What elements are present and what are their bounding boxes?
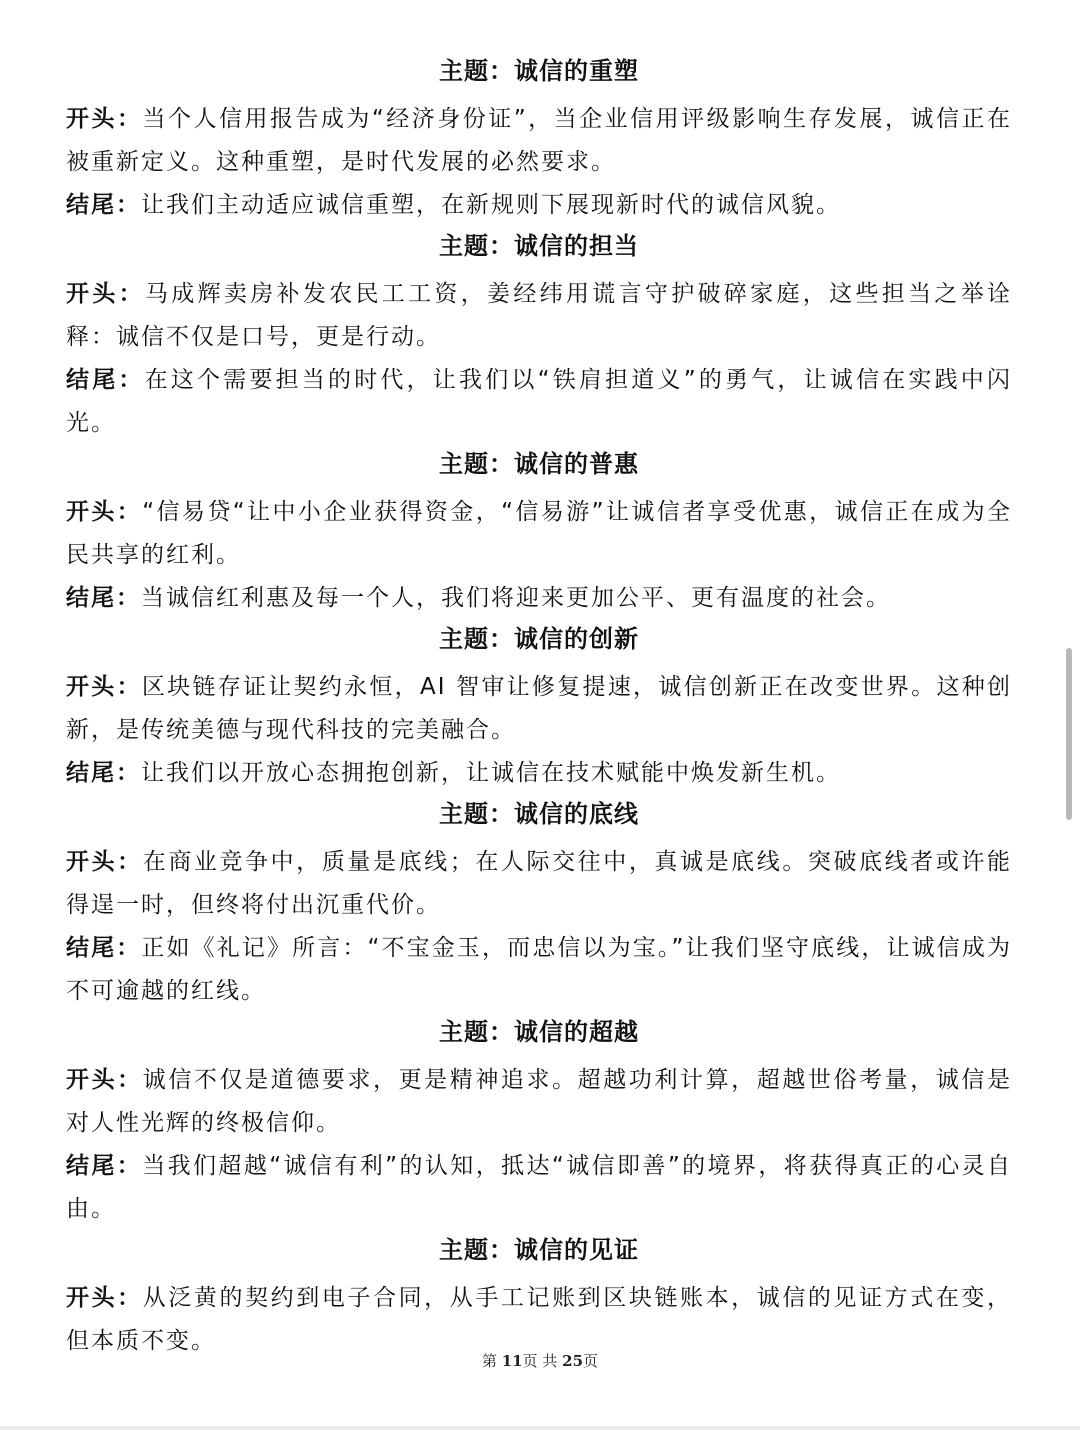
closing-label: 结尾： [66, 192, 141, 218]
closing-text: 让我们以开放心态拥抱创新，让诚信在技术赋能中焕发新生机。 [141, 760, 841, 786]
closing-paragraph [66, 927, 1012, 1013]
section-block [66, 449, 1012, 620]
opening-paragraph [66, 273, 1012, 359]
closing-paragraph [66, 184, 1012, 227]
closing-paragraph [66, 752, 1012, 795]
page-number-footer [0, 1350, 1080, 1371]
page-suffix: 页 [583, 1352, 599, 1370]
opening-text: 当个人信用报告成为“经济身份证”，当企业信用评级影响生存发展，诚信正在被重新定义。这种重塑，是时代发展的必然要求。 [66, 106, 1012, 175]
section-block [66, 1235, 1012, 1363]
page-prefix: 第 [481, 1352, 502, 1370]
section-block [66, 1017, 1012, 1231]
closing-paragraph [66, 359, 1012, 445]
opening-text: 在商业竞争中，质量是底线；在人际交往中，真诚是底线。突破底线者或许能得逞一时，但终将付出沉重代价。 [66, 849, 1012, 918]
section-block [66, 231, 1012, 445]
section-block [66, 799, 1012, 1013]
section-block [66, 56, 1012, 227]
opening-label: 开头： [66, 1067, 143, 1093]
section-title: 主题：诚信的重塑 [439, 57, 639, 85]
opening-label: 开头： [66, 281, 145, 307]
closing-label: 结尾： [66, 1153, 143, 1179]
opening-paragraph [66, 98, 1012, 184]
opening-text: “信易贷“让中小企业获得资金，“信易游”让诚信者享受优惠，诚信正在成为全民共享的红利。 [66, 499, 1012, 568]
total-pages-number: 25 [562, 1352, 584, 1370]
closing-text: 正如《礼记》所言：“不宝金玉，而忠信以为宝。”让我们坚守底线，让诚信成为不可逾越的红线。 [66, 935, 1012, 1004]
closing-label: 结尾： [66, 935, 142, 961]
section-block [66, 624, 1012, 795]
opening-text: 马成辉卖房补发农民工工资，姜经纬用谎言守护破碎家庭，这些担当之举诠释：诚信不仅是口号，更是行动。 [66, 281, 1013, 350]
opening-label: 开头： [66, 1285, 143, 1311]
opening-label: 开头： [66, 499, 143, 525]
section-title: 主题：诚信的担当 [439, 232, 639, 260]
opening-paragraph [66, 666, 1012, 752]
opening-text: 从泛黄的契约到电子合同，从手工记账到区块链账本，诚信的见证方式在变，但本质不变。 [66, 1285, 1012, 1354]
section-title: 主题：诚信的创新 [439, 625, 639, 653]
section-title: 主题：诚信的见证 [439, 1236, 639, 1264]
opening-label: 开头： [66, 106, 143, 132]
closing-label: 结尾： [66, 760, 141, 786]
current-page-number: 11 [501, 1352, 523, 1370]
closing-text: 让我们主动适应诚信重塑，在新规则下展现新时代的诚信风貌。 [141, 192, 841, 218]
closing-paragraph [66, 1145, 1012, 1231]
opening-label: 开头： [66, 674, 142, 700]
opening-text: 诚信不仅是道德要求，更是精神追求。超越功利计算，超越世俗考量，诚信是对人性光辉的终极信仰。 [66, 1067, 1012, 1136]
closing-text: 当我们超越“诚信有利”的认知，抵达“诚信即善”的境界，将获得真正的心灵自由。 [66, 1153, 1012, 1222]
opening-paragraph [66, 1059, 1012, 1145]
opening-label: 开头： [66, 849, 143, 875]
page-bottom-edge [0, 1426, 1080, 1430]
closing-label: 结尾： [66, 367, 145, 393]
closing-label: 结尾： [66, 585, 141, 611]
document-content [66, 56, 1012, 1365]
closing-text: 在这个需要担当的时代，让我们以“铁肩担道义”的勇气，让诚信在实践中闪光。 [66, 367, 1013, 436]
opening-text: 区块链存证让契约永恒，AI 智审让修复提速，诚信创新正在改变世界。这种创新，是传统美德与现代科技的完美融合。 [66, 674, 1013, 743]
page-middle: 页 共 [522, 1352, 563, 1370]
opening-paragraph [66, 841, 1012, 927]
closing-paragraph [66, 577, 1012, 620]
section-title: 主题：诚信的底线 [439, 800, 639, 828]
section-title: 主题：诚信的普惠 [439, 450, 639, 478]
section-title: 主题：诚信的超越 [439, 1018, 639, 1046]
closing-text: 当诚信红利惠及每一个人，我们将迎来更加公平、更有温度的社会。 [141, 585, 891, 611]
vertical-scrollbar[interactable] [1066, 648, 1072, 820]
opening-paragraph [66, 491, 1012, 577]
